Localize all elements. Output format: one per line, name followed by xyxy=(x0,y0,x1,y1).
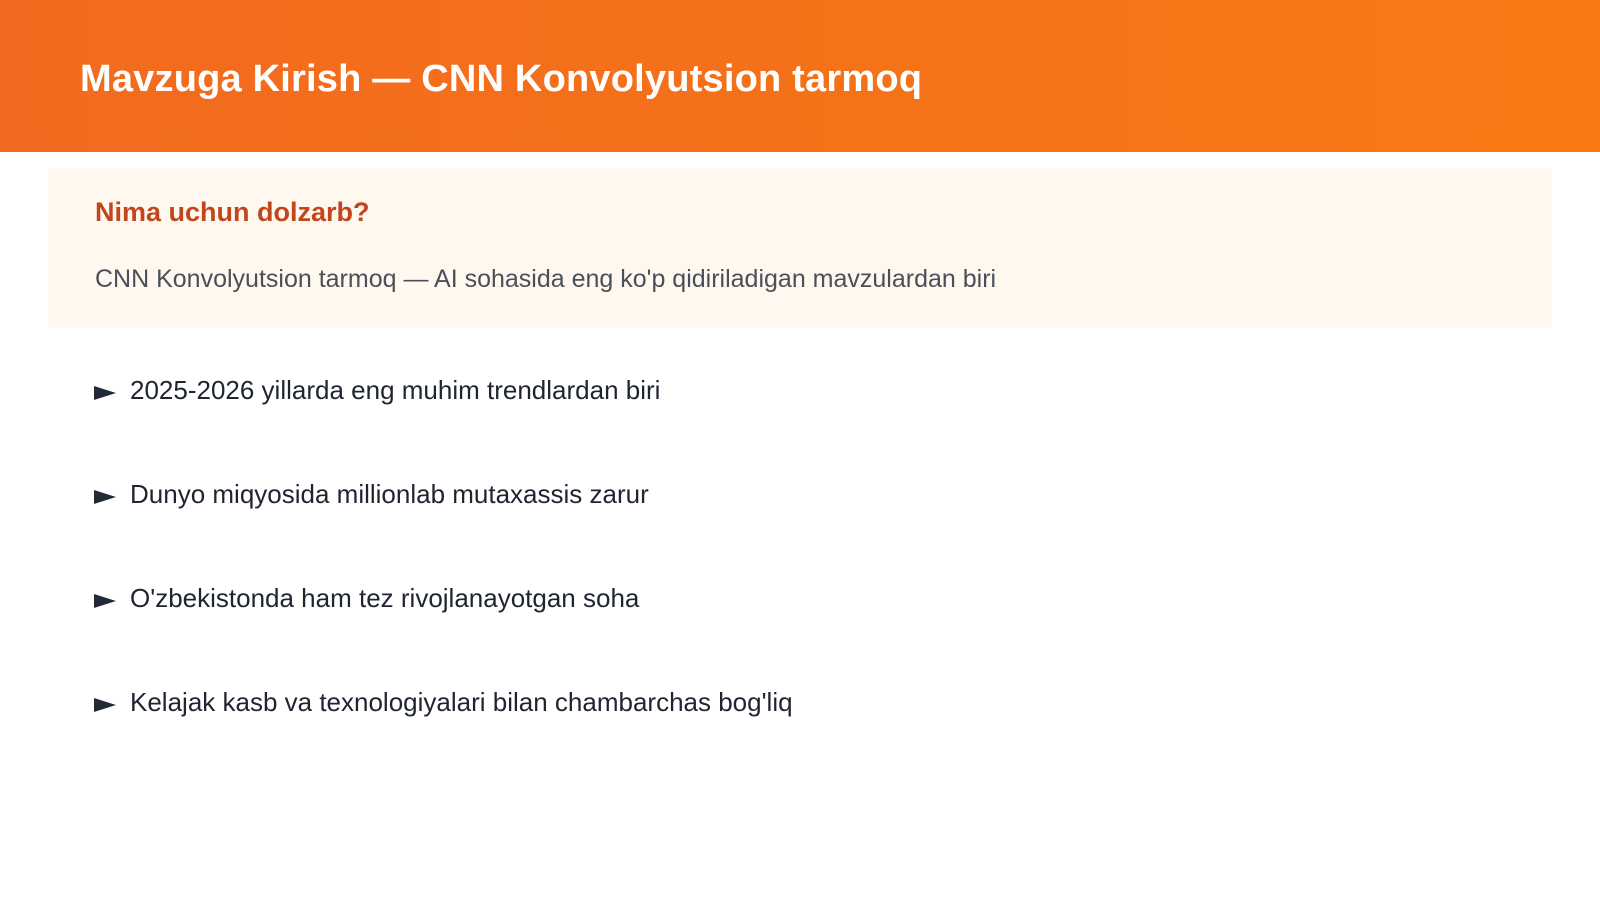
triangle-right-icon xyxy=(94,490,116,504)
title-bar xyxy=(0,0,1600,152)
callout-text: CNN Konvolyutsion tarmoq — AI sohasida eng ko'p qidiriladigan mavzulardan biri xyxy=(95,265,997,293)
triangle-right-icon xyxy=(94,698,116,712)
bullet-text: 2025-2026 yillarda eng muhim trendlardan biri xyxy=(130,375,661,405)
bullet-text: Dunyo miqyosida millionlab mutaxassis zarur xyxy=(130,479,649,509)
bullet-text: O'zbekistonda ham tez rivojlanayotgan soha xyxy=(130,583,640,613)
triangle-right-icon xyxy=(94,386,116,400)
callout-box xyxy=(48,168,1552,328)
callout-heading: Nima uchun dolzarb? xyxy=(95,197,370,227)
bullet-text: Kelajak kasb va texnologiyalari bilan chambarchas bog'liq xyxy=(130,687,793,717)
triangle-right-icon xyxy=(94,594,116,608)
slide-title: Mavzuga Kirish — CNN Konvolyutsion tarmoq xyxy=(80,58,923,100)
